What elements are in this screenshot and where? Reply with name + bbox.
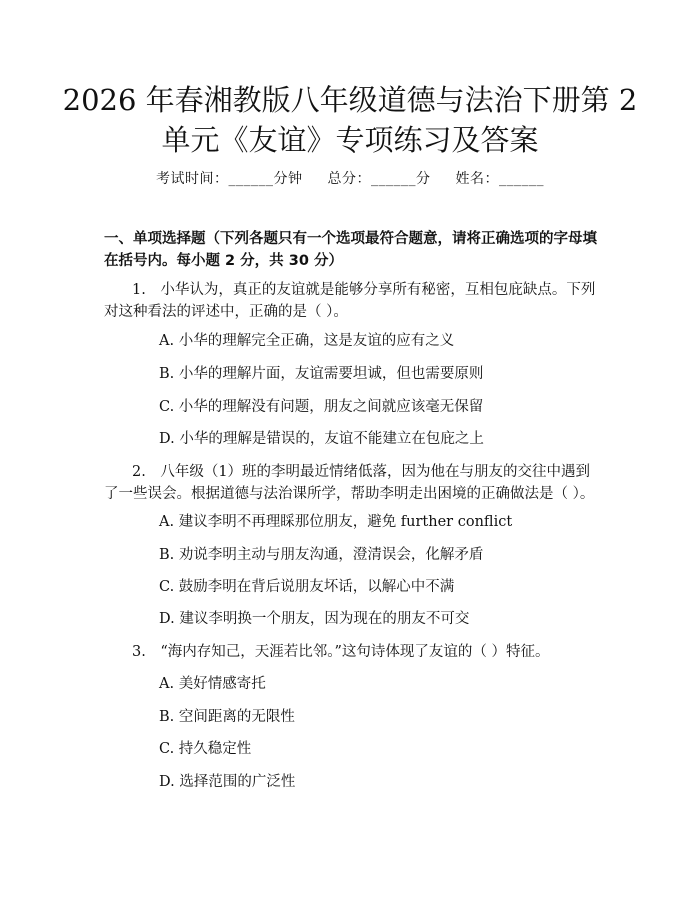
document-title-line-2: 单元《友谊》专项练习及答案 [161, 123, 539, 157]
question-stem: 1. 小华认为，真正的友谊就是能够分享所有秘密，互相包庇缺点。下列对这种看法的评述中，正确的是（ ）。 [104, 282, 596, 320]
question-option: A. 建议李明不再理睬那位朋友，避免 further conflict [159, 514, 513, 530]
question-option: A. 小华的理解完全正确，这是友谊的应有之义 [159, 333, 455, 349]
question-option: D. 选择范围的广泛性 [159, 774, 296, 790]
student-name-field: 姓名：______ [455, 171, 544, 187]
document-title-line-1: 2026 年春湘教版八年级道德与法治下册第 2 [62, 83, 638, 117]
question-option: D. 小华的理解是错误的，友谊不能建立在包庇之上 [159, 431, 484, 447]
section-heading: 一、单项选择题（下列各题只有一个选项最符合题意，请将正确选项的字母填在括号内。每小题 2 分，共 30 分） [104, 231, 597, 269]
question-option: C. 鼓励李明在背后说朋友坏话，以解心中不满 [159, 579, 455, 595]
question-option: B. 空间距离的无限性 [159, 709, 295, 725]
question-stem: 2. 八年级（1）班的李明最近情绪低落，因为他在与朋友的交往中遇到了一些误会。根据道德与法治课所学，帮助李明走出困境的正确做法是（ ）。 [104, 464, 595, 502]
question-option: D. 建议李明换一个朋友，因为现在的朋友不可交 [159, 611, 470, 627]
question-option: B. 小华的理解片面，友谊需要坦诚，但也需要原则 [159, 366, 484, 382]
question-option: B. 劝说李明主动与朋友沟通，澄清误会，化解矛盾 [159, 547, 484, 563]
question-option: A. 美好情感寄托 [159, 676, 266, 692]
question-stem: 3. “海内存知己，天涯若比邻。”这句诗体现了友谊的（ ）特征。 [132, 644, 550, 660]
total-score-field: 总分：______分 [327, 171, 431, 187]
question-option: C. 小华的理解没有问题，朋友之间就应该毫无保留 [159, 399, 484, 415]
exam-time-field: 考试时间：______分钟 [156, 171, 303, 187]
exam-meta [0, 168, 700, 188]
question-option: C. 持久稳定性 [159, 741, 252, 757]
